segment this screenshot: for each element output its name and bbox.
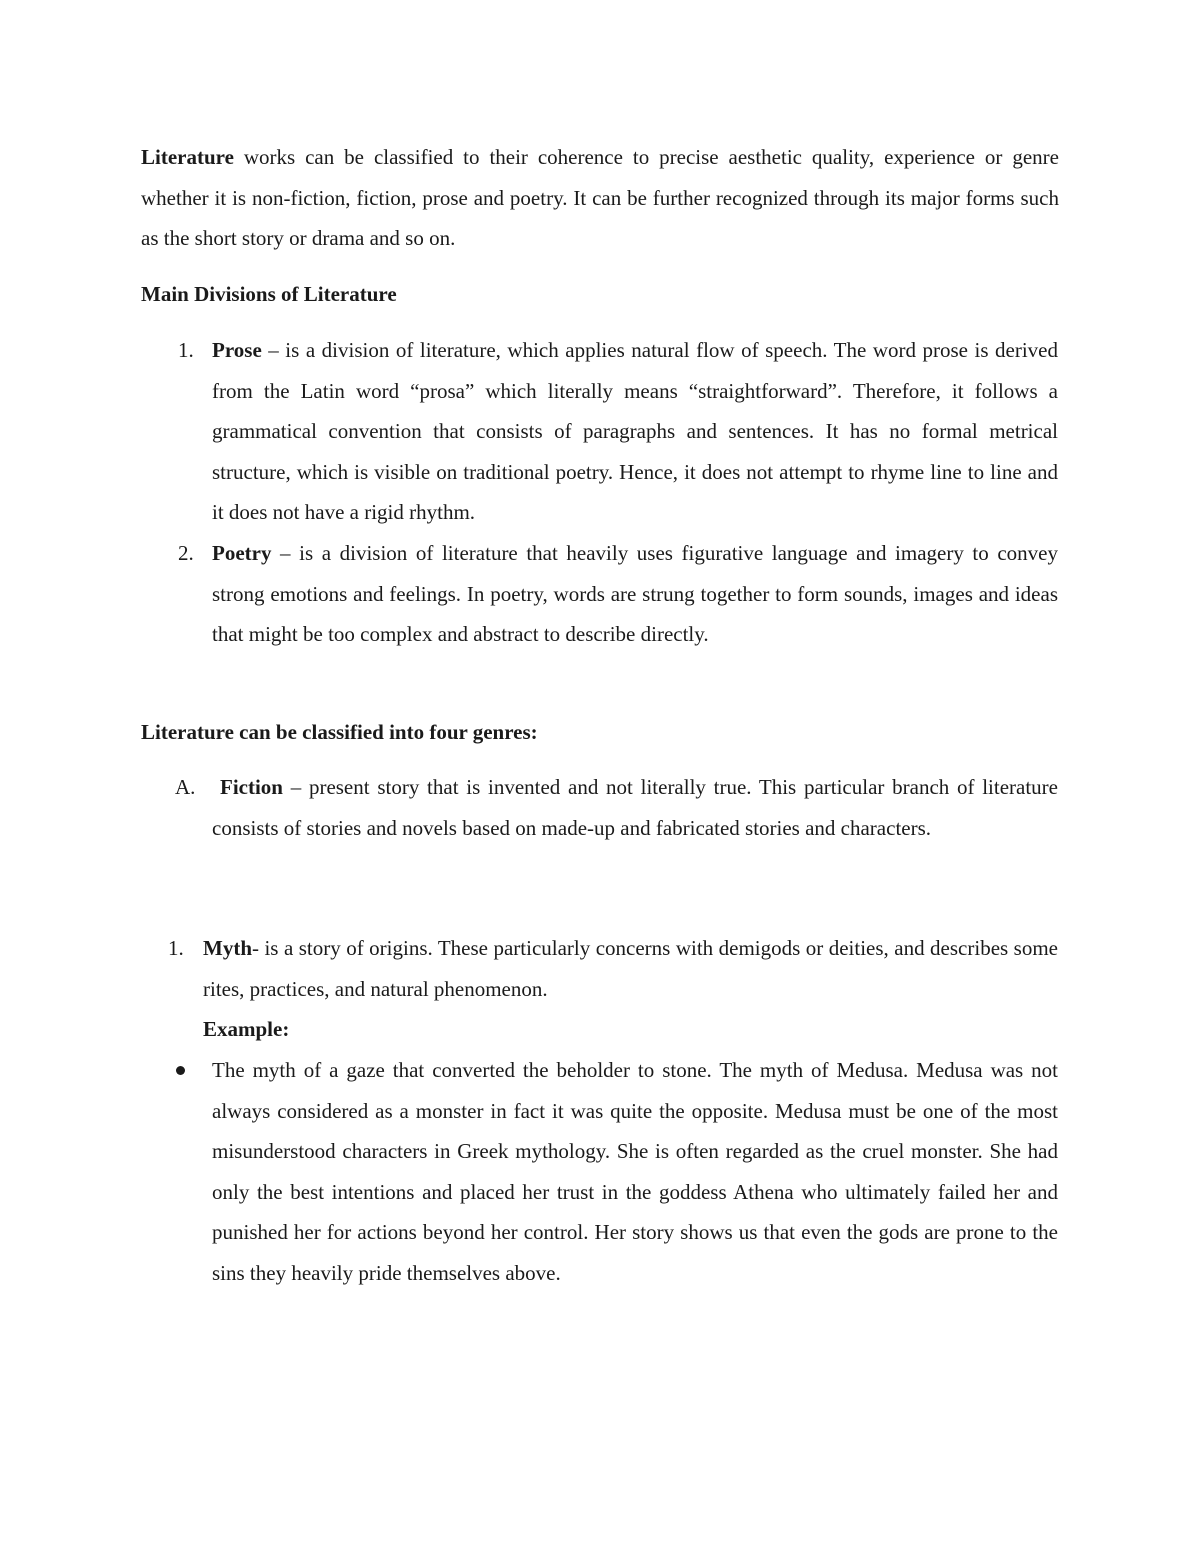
intro-lead-term: Literature [141,145,234,169]
division-text [212,330,1058,533]
genre-text [212,767,1058,848]
division-description: – is a division of literature that heavily uses figurative language and imagery to convey strong emotions and feelings. In poetry, words are strung together to form sounds, images and ideas that might be too complex and abstract to describe directly. [212,541,1058,646]
example-label: Example: [203,1017,290,1041]
intro-paragraph [141,137,1059,259]
bullet-icon [176,1066,185,1075]
subgenre-text [203,928,1058,1009]
main-divisions-heading: Main Divisions of Literature [141,282,397,306]
list-number: 2. [178,541,194,565]
genre-term: Fiction [220,775,283,799]
example-text: The myth of a gaze that converted the beholder to stone. The myth of Medusa. Medusa was not always considered as a monster in fact it was quite the opposite. Medusa must be one of the most misunderstood characters in Greek mythology. She is often regarded as the cruel monster. She had only the best intentions and placed her trust in the goddess Athena who ultimately failed her and punished her for actions beyond her control. Her story shows us that even the gods are prone to the sins they heavily pride themselves above. [212,1058,1058,1285]
genres-heading: Literature can be classified into four genres: [141,720,538,744]
list-number: 1. [168,936,184,960]
division-term: Poetry [212,541,272,565]
division-description: – is a division of literature, which applies natural flow of speech. The word prose is derived from the Latin word “prosa” which literally means “straightforward”. Therefore, it follows a grammatical convention that consists of paragraphs and sentences. It has no formal metrical structure, which is visible on traditional poetry. Hence, it does not attempt to rhyme line to line and it does not have a rigid rhythm. [212,338,1058,524]
subgenre-description: - is a story of origins. These particularly concerns with demigods or deities, and describes some rites, practices, and natural phenomenon. [203,936,1058,1001]
division-term: Prose [212,338,262,362]
division-text [212,533,1058,655]
list-letter: A. [175,775,196,799]
list-number: 1. [178,338,194,362]
subgenre-term: Myth [203,936,252,960]
genre-description: – present story that is invented and not literally true. This particular branch of literature consists of stories and novels based on made-up and fabricated stories and characters. [212,775,1058,840]
intro-text: works can be classified to their coherence to precise aesthetic quality, experience or genre whether it is non-fiction, fiction, prose and poetry. It can be further recognized through its major forms such as the short story or drama and so on. [141,145,1059,250]
